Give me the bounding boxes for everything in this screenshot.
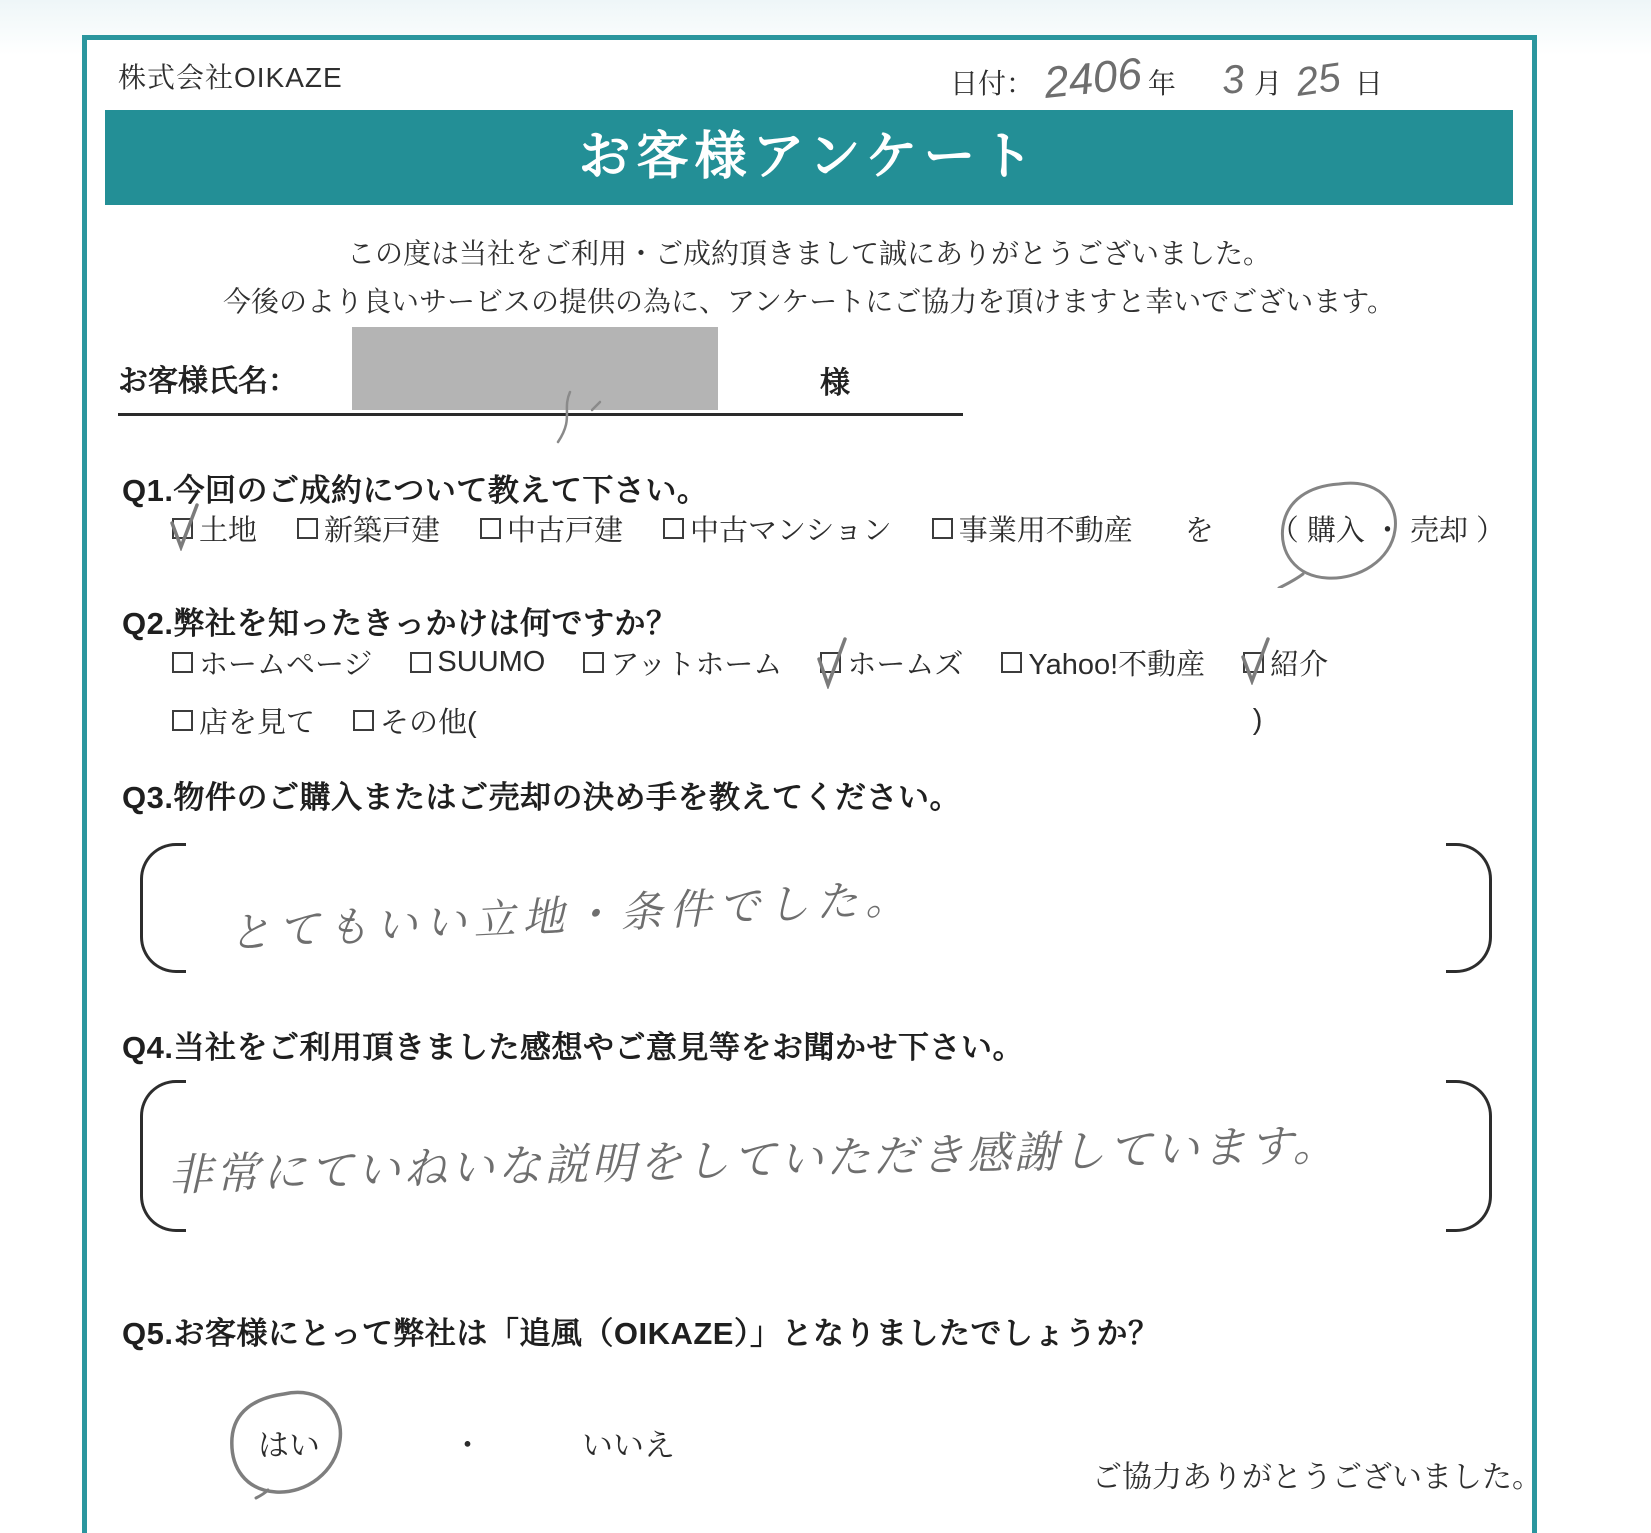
purchase-option[interactable]: 購入 [1307, 508, 1365, 549]
option-label: 店を見て [199, 707, 316, 739]
answer-box-right-bracket [1446, 843, 1492, 973]
other-paren-close: ) [1252, 704, 1263, 736]
q1-particle: を [1184, 515, 1214, 547]
option-label: 紹介 [1270, 649, 1329, 681]
answer-box-right-bracket [1446, 1080, 1492, 1232]
q2-option-homepage[interactable] [172, 642, 372, 683]
q5-separator: ・ [452, 1428, 483, 1463]
date-year-handwritten: 2406 [1041, 49, 1145, 108]
q3-heading: Q3.物件のご購入またはご売却の決め手を教えてください。 [122, 780, 961, 815]
company-name: 株式会社OIKAZE [118, 62, 343, 93]
intro-line-1: この度は当社をご利用・ご成約頂きまして誠にありがとうございました。 [346, 238, 1271, 269]
q4-heading: Q4.当社をご利用頂きました感想やご意見等をお聞かせ下さい。 [122, 1030, 1024, 1065]
q1-option-used-house[interactable] [480, 508, 623, 549]
sell-option[interactable]: 売却 [1410, 515, 1469, 547]
q1-option-new-house[interactable] [297, 508, 440, 549]
date-day-handwritten: 25 [1293, 55, 1344, 105]
q5-no-option[interactable]: いいえ [582, 1428, 675, 1463]
customer-name-label: お客様氏名： [118, 365, 298, 398]
date-row [950, 49, 1383, 108]
q5-heading: Q5.お客様にとって弊社は「追風（OIKAZE）」となりましたでしょうか？ [122, 1316, 1160, 1351]
option-label: アットホーム [610, 649, 783, 681]
title-banner [105, 110, 1513, 205]
transaction-separator: ・ [1372, 515, 1402, 547]
checkbox-icon[interactable] [583, 652, 604, 673]
q2-option-saw-store[interactable] [172, 700, 315, 741]
q3-answer-box[interactable] [140, 843, 1492, 973]
q2-option-suumo[interactable] [410, 646, 545, 679]
q1-options-row [172, 508, 1505, 549]
closing-thanks: ご協力ありがとうございました。 [1092, 1461, 1542, 1494]
page-title: お客様アンケート [578, 128, 1040, 186]
option-label: 中古マンション [690, 515, 892, 547]
q5-yes-option[interactable]: はい [258, 1420, 320, 1465]
q2-option-referral[interactable] [1243, 642, 1328, 683]
q2-option-yahoo[interactable] [1001, 642, 1205, 683]
answer-box-left-bracket [140, 843, 186, 973]
transaction-type-group [1270, 508, 1505, 549]
date-month-handwritten: 3 [1220, 57, 1246, 103]
q2-option-athome[interactable] [583, 642, 782, 683]
q1-option-used-mansion[interactable] [663, 508, 892, 549]
paren-close: ） [1476, 515, 1506, 547]
option-label: 土地 [199, 515, 258, 547]
date-day-unit: 日 [1354, 68, 1383, 99]
checkbox-icon[interactable] [172, 518, 193, 539]
option-label: Yahoo!不動産 [1028, 649, 1206, 681]
q3-answer-handwriting: とてもいい立地・条件でした。 [227, 874, 915, 957]
option-label: 新築戸建 [324, 515, 441, 547]
q4-answer-box[interactable] [140, 1080, 1492, 1232]
option-label: ホームページ [199, 649, 373, 681]
checkbox-icon[interactable] [932, 518, 953, 539]
q4-answer-handwriting: 非常にていねいな説明をしていただき感謝しています。 [167, 1120, 1341, 1201]
option-label: SUUMO [437, 646, 546, 678]
customer-honorific: 様 [820, 367, 850, 400]
q2-option-homes[interactable] [820, 642, 963, 683]
option-label: ホームズ [847, 649, 964, 681]
checkbox-icon[interactable] [410, 652, 431, 673]
customer-name-underline [118, 413, 963, 416]
checkbox-icon[interactable] [172, 710, 193, 731]
checkbox-icon[interactable] [353, 710, 374, 731]
intro-line-2: 今後のより良いサービスの提供の為に、アンケートにご協力を頂けますと幸いでございます。 [222, 286, 1396, 317]
q1-heading: Q1.今回のご成約について教えて下さい。 [122, 473, 709, 508]
option-label: 中古戸建 [507, 515, 624, 547]
customer-name-redaction [352, 327, 718, 410]
signature-stroke [548, 390, 608, 450]
q1-option-business-property[interactable] [932, 508, 1133, 549]
checkbox-icon[interactable] [297, 518, 318, 539]
option-label: その他( [380, 707, 477, 739]
checkbox-icon[interactable] [1243, 652, 1264, 673]
checkbox-icon[interactable] [172, 652, 193, 673]
date-month-unit: 月 [1254, 68, 1283, 99]
q2-options-row2 [172, 700, 1262, 741]
q2-option-other[interactable] [353, 700, 477, 741]
q1-option-land[interactable] [172, 508, 257, 549]
date-year-unit: 年 [1147, 68, 1176, 99]
checkbox-icon[interactable] [1001, 652, 1022, 673]
date-label: 日付： [950, 68, 1035, 99]
q2-heading: Q2.弊社を知ったきっかけは何ですか？ [122, 606, 678, 641]
checkbox-icon[interactable] [663, 518, 684, 539]
paren-open: （ [1269, 515, 1299, 547]
checkbox-icon[interactable] [480, 518, 501, 539]
option-label: 事業用不動産 [958, 515, 1133, 547]
q2-options-row1 [172, 642, 1328, 683]
checkbox-icon[interactable] [820, 652, 841, 673]
